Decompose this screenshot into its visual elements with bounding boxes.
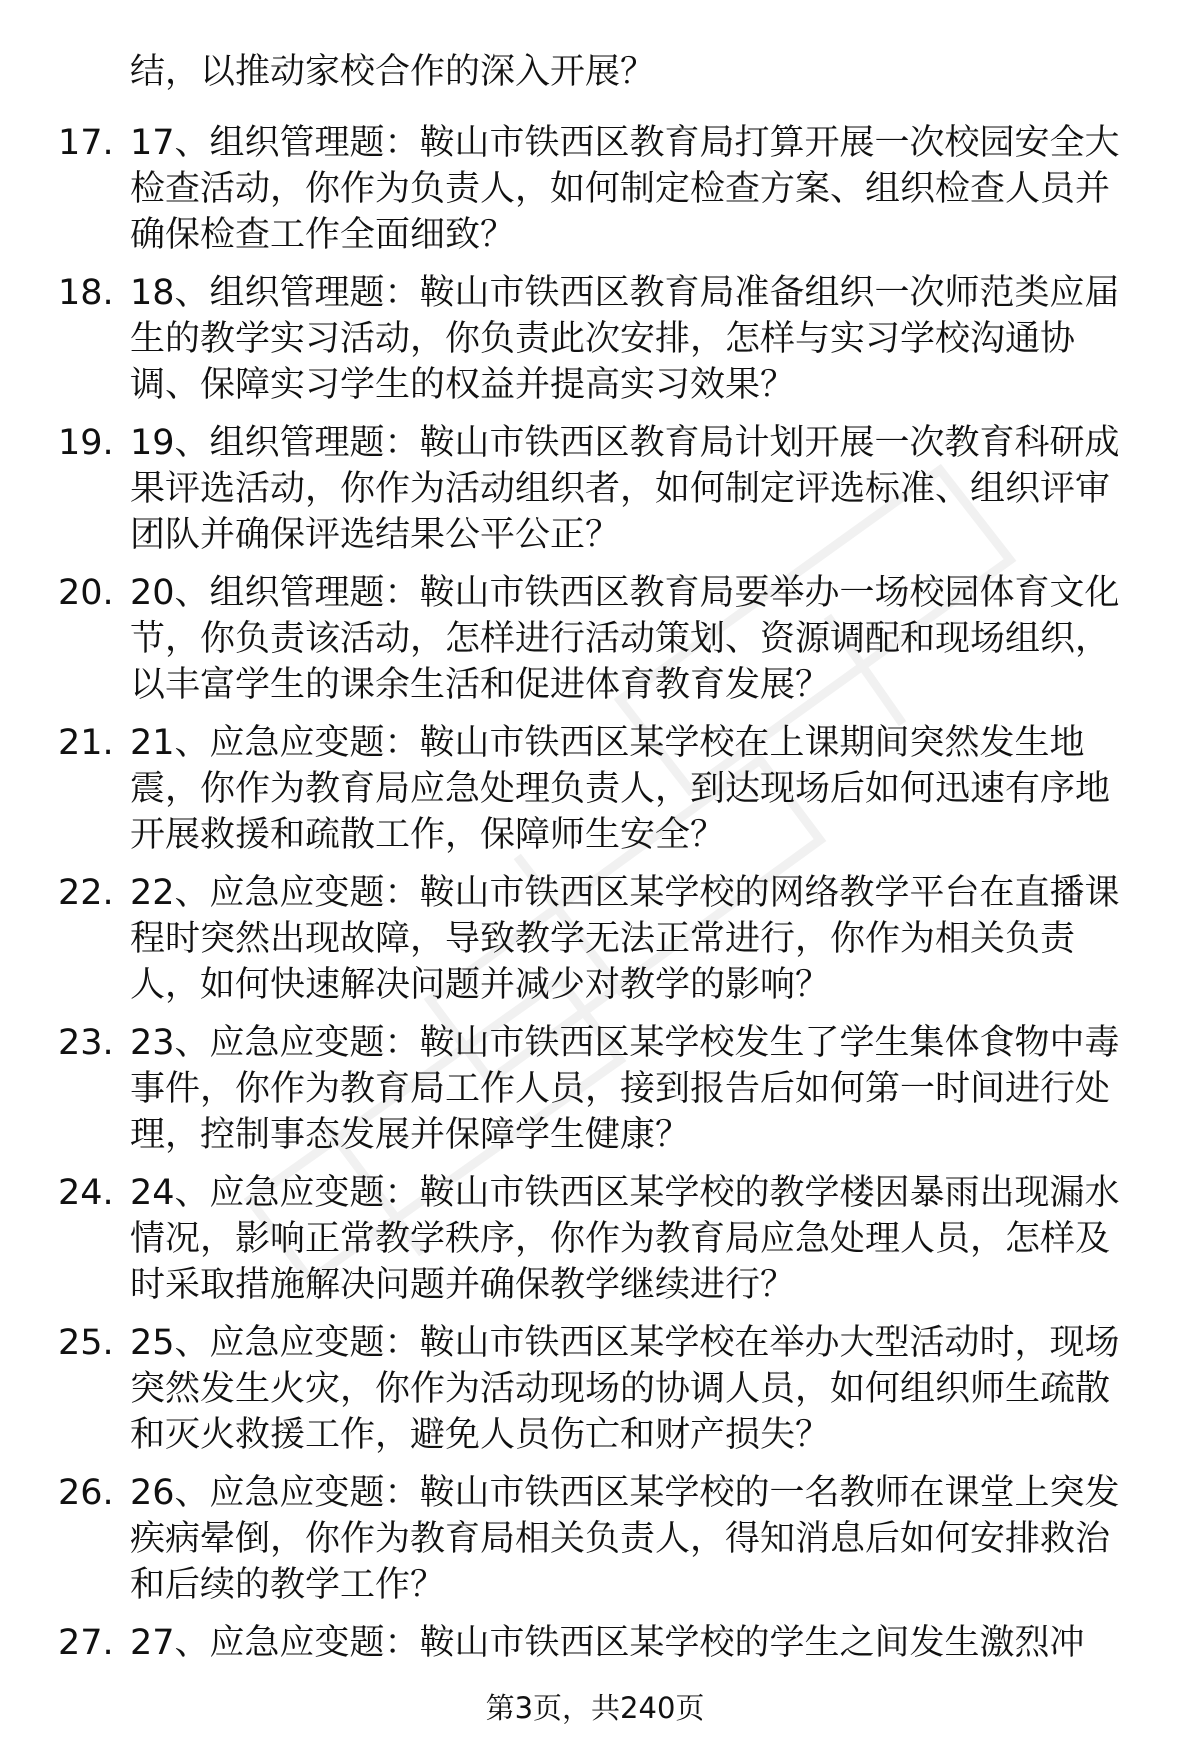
question-number: 20. — [58, 573, 114, 613]
continuation-text: 结，以推动家校合作的深入开展？ — [130, 52, 656, 92]
question-number: 19. — [58, 423, 114, 463]
question-line: 时采取措施解决问题并确保教学继续进行？ — [130, 1265, 796, 1305]
question-line: 节，你负责该活动，怎样进行活动策划、资源调配和现场组织， — [130, 619, 1111, 659]
question-line: 22、应急应变题：鞍山市铁西区某学校的网络教学平台在直播课 — [130, 873, 1120, 913]
question-line: 以丰富学生的课余生活和促进体育教育发展？ — [130, 665, 831, 705]
question-line: 团队并确保评选结果公平公正？ — [130, 515, 621, 555]
question-line: 和后续的教学工作？ — [130, 1565, 446, 1605]
question-line: 和灭火救援工作，避免人员伤亡和财产损失？ — [130, 1415, 831, 1455]
question-line: 23、应急应变题：鞍山市铁西区某学校发生了学生集体食物中毒 — [130, 1023, 1120, 1063]
question-number: 27. — [58, 1623, 114, 1663]
question-line: 26、应急应变题：鞍山市铁西区某学校的一名教师在课堂上突发 — [130, 1473, 1120, 1513]
question-line: 程时突然出现故障，导致教学无法正常进行，你作为相关负责 — [130, 919, 1076, 959]
question-line: 检查活动，你作为负责人，如何制定检查方案、组织检查人员并 — [130, 169, 1111, 209]
question-line: 20、组织管理题：鞍山市铁西区教育局要举办一场校园体育文化 — [130, 573, 1120, 613]
question-line: 18、组织管理题：鞍山市铁西区教育局准备组织一次师范类应届 — [130, 273, 1120, 313]
question-line: 事件，你作为教育局工作人员，接到报告后如何第一时间进行处 — [130, 1069, 1111, 1109]
question-line: 25、应急应变题：鞍山市铁西区某学校在举办大型活动时，现场 — [130, 1323, 1120, 1363]
question-line: 17、组织管理题：鞍山市铁西区教育局打算开展一次校园安全大 — [130, 123, 1120, 163]
question-line: 调、保障实习学生的权益并提高实习效果？ — [130, 365, 796, 405]
question-line: 生的教学实习活动，你负责此次安排，怎样与实习学校沟通协 — [130, 319, 1076, 359]
question-number: 26. — [58, 1473, 114, 1513]
question-line: 21、应急应变题：鞍山市铁西区某学校在上课期间突然发生地 — [130, 723, 1085, 763]
question-line: 确保检查工作全面细致？ — [130, 215, 516, 255]
question-number: 17. — [58, 123, 114, 163]
question-line: 理，控制事态发展并保障学生健康？ — [130, 1115, 691, 1155]
question-line: 27、应急应变题：鞍山市铁西区某学校的学生之间发生激烈冲 — [130, 1623, 1085, 1663]
question-number: 23. — [58, 1023, 114, 1063]
page-footer: 第3页，共240页 — [485, 1691, 705, 1725]
question-line: 震，你作为教育局应急处理负责人，到达现场后如何迅速有序地 — [130, 769, 1111, 809]
question-line: 人，如何快速解决问题并减少对教学的影响？ — [130, 965, 831, 1005]
question-line: 24、应急应变题：鞍山市铁西区某学校的教学楼因暴雨出现漏水 — [130, 1173, 1120, 1213]
question-number: 25. — [58, 1323, 114, 1363]
question-line: 19、组织管理题：鞍山市铁西区教育局计划开展一次教育科研成 — [130, 423, 1120, 463]
question-number: 24. — [58, 1173, 114, 1213]
question-number: 22. — [58, 873, 114, 913]
question-line: 突然发生火灾，你作为活动现场的协调人员，如何组织师生疏散 — [130, 1369, 1111, 1409]
question-line: 情况，影响正常教学秩序，你作为教育局应急处理人员，怎样及 — [130, 1219, 1111, 1259]
question-line: 疾病晕倒，你作为教育局相关负责人，得知消息后如何安排救治 — [130, 1519, 1111, 1559]
question-line: 开展救援和疏散工作，保障师生安全？ — [130, 815, 726, 855]
question-number: 18. — [58, 273, 114, 313]
question-number: 21. — [58, 723, 114, 763]
question-line: 果评选活动，你作为活动组织者，如何制定评选标准、组织评审 — [130, 469, 1111, 509]
